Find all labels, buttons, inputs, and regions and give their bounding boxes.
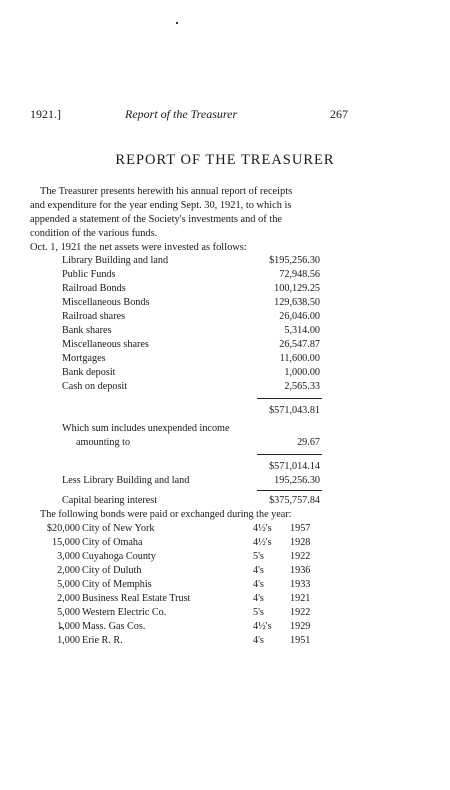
asset-label: Bank deposit xyxy=(62,367,116,378)
bond-name: Western Electric Co. xyxy=(82,607,167,618)
bond-year: 1922 xyxy=(290,607,311,618)
bond-name: Erie R. R. xyxy=(82,635,123,646)
bond-year: 1928 xyxy=(290,537,311,548)
bond-amount: 3,000 xyxy=(57,551,80,562)
asset-label: Bank shares xyxy=(62,325,112,336)
income-amount: 29.67 xyxy=(297,437,320,448)
page-number: 267 xyxy=(330,107,348,121)
asset-amount: 5,314.00 xyxy=(284,325,320,336)
subtotal-amount: $571,043.81 xyxy=(269,405,320,416)
bond-name: City of Duluth xyxy=(82,565,142,576)
total-rule xyxy=(257,398,322,399)
income-label: Which sum includes unexpended income xyxy=(62,423,230,434)
intro-line: condition of the various funds. xyxy=(30,228,158,239)
capital-label: Capital bearing interest xyxy=(62,495,158,506)
bond-name: Cuyahoga County xyxy=(82,551,156,562)
bond-year: 1922 xyxy=(290,551,311,562)
less-label: Less Library Building and land xyxy=(62,475,190,486)
bond-year: 1936 xyxy=(290,565,311,576)
page-title: REPORT OF THE TREASURER xyxy=(115,152,335,168)
bond-rate: 4½'s xyxy=(253,523,272,534)
bond-year: 1951 xyxy=(290,635,311,646)
asset-label: Cash on deposit xyxy=(62,381,128,392)
bond-amount: 5,000 xyxy=(57,607,80,618)
bond-rate: 4's xyxy=(253,635,264,646)
asset-label: Public Funds xyxy=(62,269,116,280)
bond-rate: 4's xyxy=(253,565,264,576)
bond-rate: 4½'s xyxy=(253,621,272,632)
bond-name: City of New York xyxy=(82,523,155,534)
asset-amount: 100,129.25 xyxy=(274,283,320,294)
total-amount: $571,014.14 xyxy=(269,461,320,472)
bond-name: City of Omaha xyxy=(82,537,143,548)
bond-name: Mass. Gas Cos. xyxy=(82,621,146,632)
print-speck xyxy=(176,22,178,24)
bond-rate: 4's xyxy=(253,579,264,590)
bonds-intro: The following bonds were paid or exchanged during the year: xyxy=(40,509,292,520)
bond-amount: 2,000 xyxy=(57,565,80,576)
bond-year: 1933 xyxy=(290,579,311,590)
asset-amount: 129,638.50 xyxy=(274,297,320,308)
bond-rate: 4½'s xyxy=(253,537,272,548)
total-rule xyxy=(257,454,322,455)
asset-label: Railroad Bonds xyxy=(62,283,126,294)
bond-rate: 5's xyxy=(253,607,264,618)
bond-amount: 15,000 xyxy=(51,537,80,548)
bond-name: Business Real Estate Trust xyxy=(82,593,191,604)
bond-amount: 5,000 xyxy=(57,579,80,590)
asset-amount: 26,046.00 xyxy=(279,311,320,322)
less-amount: 195,256.30 xyxy=(274,475,320,486)
income-label: amounting to xyxy=(76,437,131,448)
asset-label: Miscellaneous shares xyxy=(62,339,149,350)
bond-amount: $20,000 xyxy=(46,523,80,534)
asset-amount: 1,000.00 xyxy=(284,367,320,378)
asset-amount: 2,565.33 xyxy=(284,381,320,392)
asset-label: Mortgages xyxy=(62,353,106,364)
intro-line: The Treasurer presents herewith his annual report of receipts xyxy=(40,186,293,197)
intro-line: Oct. 1, 1921 the net assets were invested as follows: xyxy=(30,242,247,253)
bond-rate: 5's xyxy=(253,551,264,562)
asset-amount: 26,547.87 xyxy=(279,339,320,350)
bond-amount: 1,000 xyxy=(57,621,80,632)
bond-amount: 1,000 xyxy=(57,635,80,646)
bond-year: 1957 xyxy=(290,523,311,534)
bond-year: 1921 xyxy=(290,593,311,604)
asset-amount: 72,948.56 xyxy=(279,269,320,280)
running-title: Report of the Treasurer xyxy=(125,107,238,121)
asset-label: Library Building and land xyxy=(62,255,169,266)
total-rule xyxy=(257,490,322,491)
header-year: 1921.] xyxy=(30,107,61,121)
bond-amount: 2,000 xyxy=(57,593,80,604)
asset-label: Miscellaneous Bonds xyxy=(62,297,150,308)
intro-line: and expenditure for the year ending Sept. 30, 1921, to which is xyxy=(30,200,292,211)
bond-year: 1929 xyxy=(290,621,311,632)
bond-rate: 4's xyxy=(253,593,264,604)
intro-line: appended a statement of the Society's investments and of the xyxy=(30,214,283,225)
asset-amount: $195,256.30 xyxy=(269,255,320,266)
asset-label: Railroad shares xyxy=(62,311,126,322)
bond-name: City of Memphis xyxy=(82,579,152,590)
capital-amount: $375,757.84 xyxy=(269,495,320,506)
asset-amount: 11,600.00 xyxy=(279,353,320,364)
